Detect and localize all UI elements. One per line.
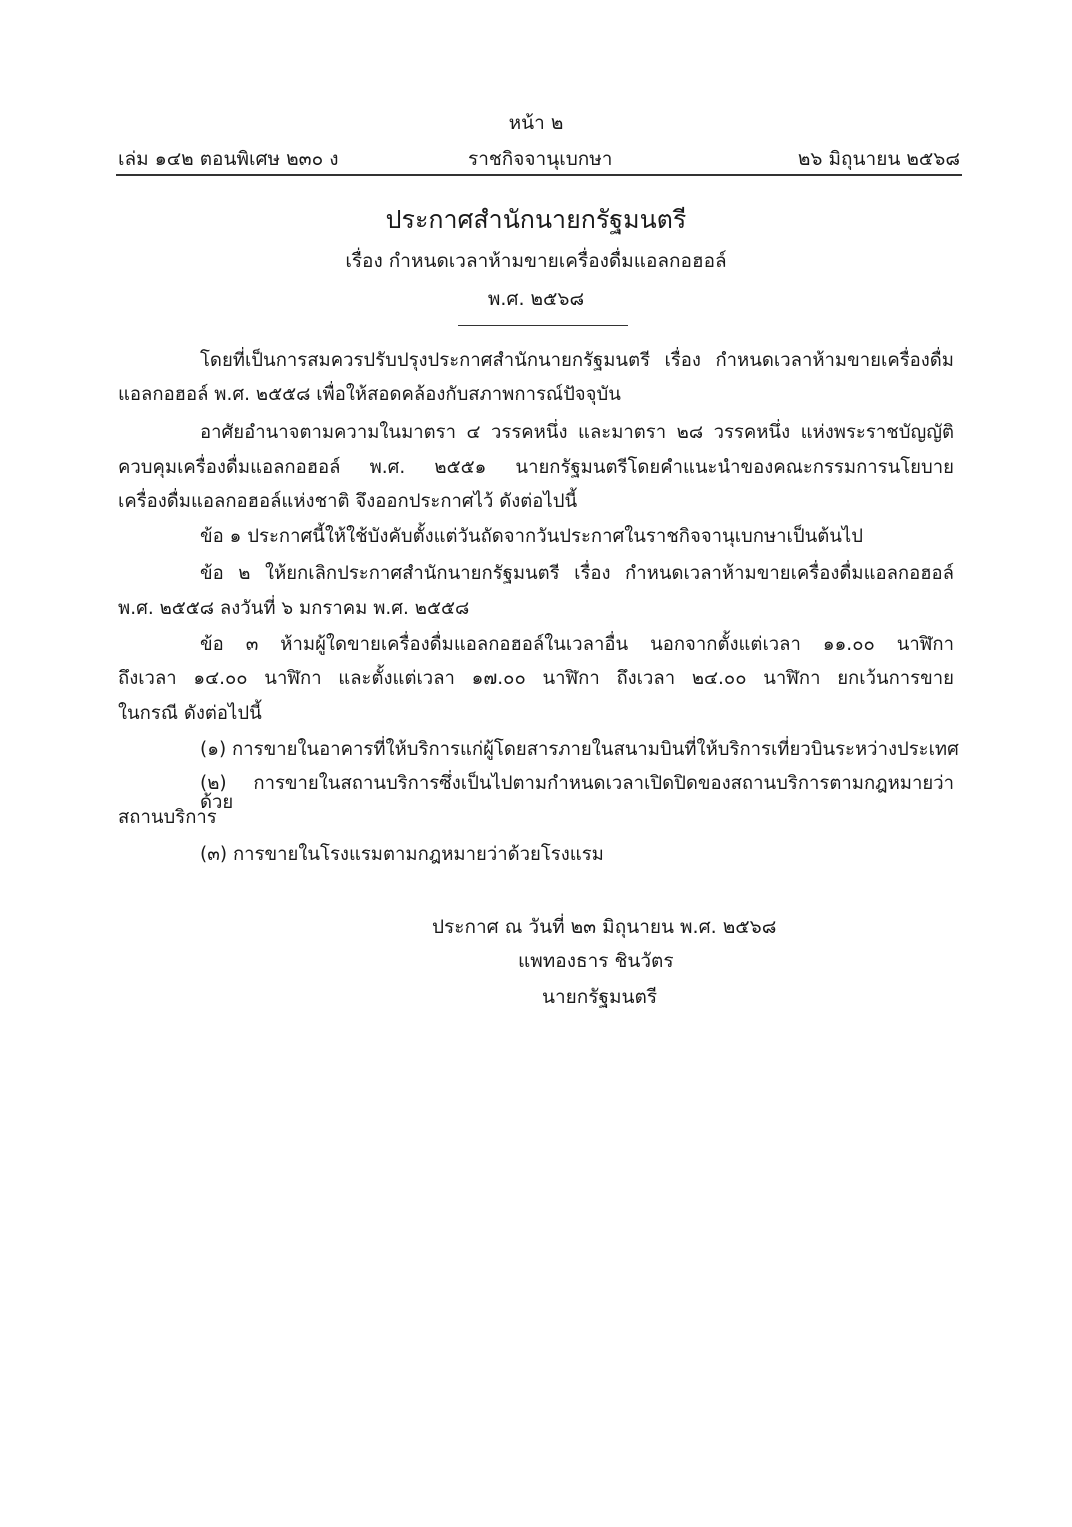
clause-3-line-3: ในกรณี ดังต่อไปนี้	[118, 703, 262, 724]
announcement-subject: เรื่อง กำหนดเวลาห้ามขายเครื่องดื่มแอลกอฮอล์	[345, 250, 727, 272]
authority-line-2: ควบคุมเครื่องดื่มแอลกอฮอล์ พ.ศ. ๒๕๕๑ นายกรัฐมนตรีโดยคำแนะนำของคณะกรรมการนโยบาย	[118, 457, 954, 478]
volume-info: เล่ม ๑๔๒ ตอนพิเศษ ๒๓๐ ง	[118, 148, 339, 170]
exception-item-3: (๓) การขายในโรงแรมตามกฎหมายว่าด้วยโรงแรม	[200, 844, 604, 865]
clause-2-line-2: พ.ศ. ๒๕๕๘ ลงวันที่ ๖ มกราคม พ.ศ. ๒๕๕๘	[118, 598, 470, 619]
exception-item-2-line-1: (๒) การขายในสถานบริการซึ่งเป็นไปตามกำหนดเวลาเปิดปิดของสถานบริการตามกฎหมายว่าด้วย	[200, 773, 954, 813]
clause-1: ข้อ ๑ ประกาศนี้ให้ใช้บังคับตั้งแต่วันถัดจากวันประกาศในราชกิจจานุเบกษาเป็นต้นไป	[200, 526, 863, 547]
clause-2-line-1: ข้อ ๒ ให้ยกเลิกประกาศสำนักนายกรัฐมนตรี เรื่อง กำหนดเวลาห้ามขายเครื่องดื่มแอลกอฮอล์	[200, 563, 954, 584]
header-divider	[116, 174, 962, 176]
page-number: หน้า ๒	[508, 112, 564, 134]
exception-item-1: (๑) การขายในอาคารที่ให้บริการแก่ผู้โดยสารภายในสนามบินที่ให้บริการเที่ยวบินระหว่างประเทศ	[200, 739, 959, 760]
preamble-line-2: แอลกอฮอล์ พ.ศ. ๒๕๕๘ เพื่อให้สอดคล้องกับสภาพการณ์ปัจจุบัน	[118, 384, 621, 405]
authority-line-1: อาศัยอำนาจตามความในมาตรา ๔ วรรคหนึ่ง และมาตรา ๒๘ วรรคหนึ่ง แห่งพระราชบัญญัติ	[200, 422, 954, 443]
announcement-title: ประกาศสำนักนายกรัฐมนตรี	[385, 205, 687, 234]
exception-item-2-line-2: สถานบริการ	[118, 807, 217, 828]
authority-line-3: เครื่องดื่มแอลกอฮอล์แห่งชาติ จึงออกประกาศไว้ ดังต่อไปนี้	[118, 491, 578, 512]
clause-3-line-1: ข้อ ๓ ห้ามผู้ใดขายเครื่องดื่มแอลกอฮอล์ในเวลาอื่น นอกจากตั้งแต่เวลา ๑๑.๐๐ นาฬิกา	[200, 634, 954, 655]
gazette-header	[118, 144, 960, 172]
announcement-year: พ.ศ. ๒๕๖๘	[487, 288, 585, 310]
signatory-name: แพทองธาร ชินวัตร	[518, 950, 674, 972]
preamble-line-1: โดยที่เป็นการสมควรปรับปรุงประกาศสำนักนายกรัฐมนตรี เรื่อง กำหนดเวลาห้ามขายเครื่องดื่ม	[200, 350, 954, 371]
publication-name: ราชกิจจานุเบกษา	[468, 148, 613, 170]
title-divider	[458, 325, 628, 326]
clause-3-line-2: ถึงเวลา ๑๔.๐๐ นาฬิกา และตั้งแต่เวลา ๑๗.๐๐ นาฬิกา ถึงเวลา ๒๔.๐๐ นาฬิกา ยกเว้นการขาย	[118, 668, 954, 689]
publication-date: ๒๖ มิถุนายน ๒๕๖๘	[797, 148, 960, 170]
announcement-date: ประกาศ ณ วันที่ ๒๓ มิถุนายน พ.ศ. ๒๕๖๘	[432, 916, 777, 938]
signatory-position: นายกรัฐมนตรี	[542, 986, 658, 1008]
